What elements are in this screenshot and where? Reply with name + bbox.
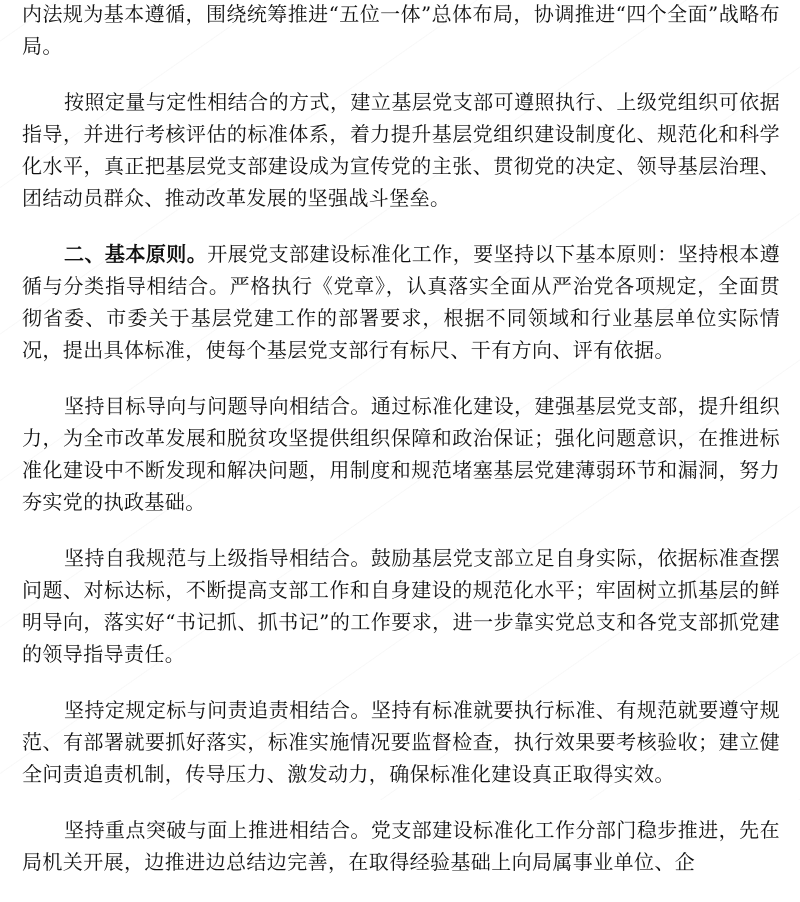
paragraph-text: 开展党支部建设标准化工作，要坚持以下基本原则：坚持根本遵循与分类指导相结合。严格执行《党章》，认真落实全面从严治党各项规定，全面贯彻省委、市委关于基层党建工作的部署要求，根据不同领域和行业基层单位实际情况，提出具体标准，使每个基层党支部行有标尺、干有方向、评有依据。: [22, 242, 780, 362]
paragraph-5: [22, 542, 780, 670]
paragraph-2: [22, 86, 780, 214]
section-heading: 二、基本原则。: [64, 242, 208, 266]
document-body: [22, 0, 780, 902]
paragraph-text: 内法规为基本遵循，围绕统筹推进“五位一体”总体布局，协调推进“四个全面”战略布局。: [22, 2, 780, 58]
paragraph-text: 按照定量与定性相结合的方式，建立基层党支部可遵照执行、上级党组织可依据指导，并进行考核评估的标准体系，着力提升基层党组织建设制度化、规范化和科学化水平，真正把基层党支部建设成为宣传党的主张、贯彻党的决定、领导基层治理、团结动员群众、推动改革发展的坚强战斗堡垒。: [22, 90, 780, 210]
paragraph-1: [22, 0, 780, 62]
paragraph-text: 坚持自我规范与上级指导相结合。鼓励基层党支部立足自身实际，依据标准查摆问题、对标达标，不断提高支部工作和自身建设的规范化水平；牢固树立抓基层的鲜明导向，落实好“书记抓、抓书记”的工作要求，进一步靠实党总支和各党支部抓党建的领导指导责任。: [22, 546, 780, 666]
paragraph-7: [22, 814, 780, 878]
paragraph-4: [22, 390, 780, 518]
paragraph-text: 坚持定规定标与问责追责相结合。坚持有标准就要执行标准、有规范就要遵守规范、有部署就要抓好落实，标准实施情况要监督检查，执行效果要考核验收；建立健全问责追责机制，传导压力、激发动力，确保标准化建设真正取得实效。: [22, 698, 780, 786]
paragraph-6: [22, 694, 780, 790]
paragraph-text: 坚持目标导向与问题导向相结合。通过标准化建设，建强基层党支部，提升组织力，为全市改革发展和脱贫攻坚提供组织保障和政治保证；强化问题意识，在推进标准化建设中不断发现和解决问题，用制度和规范堵塞基层党建薄弱环节和漏洞，努力夯实党的执政基础。: [22, 394, 780, 514]
paragraph-text: 坚持重点突破与面上推进相结合。党支部建设标准化工作分部门稳步推进，先在局机关开展，边推进边总结边完善，在取得经验基础上向局属事业单位、企: [22, 818, 780, 874]
paragraph-3: [22, 238, 780, 366]
